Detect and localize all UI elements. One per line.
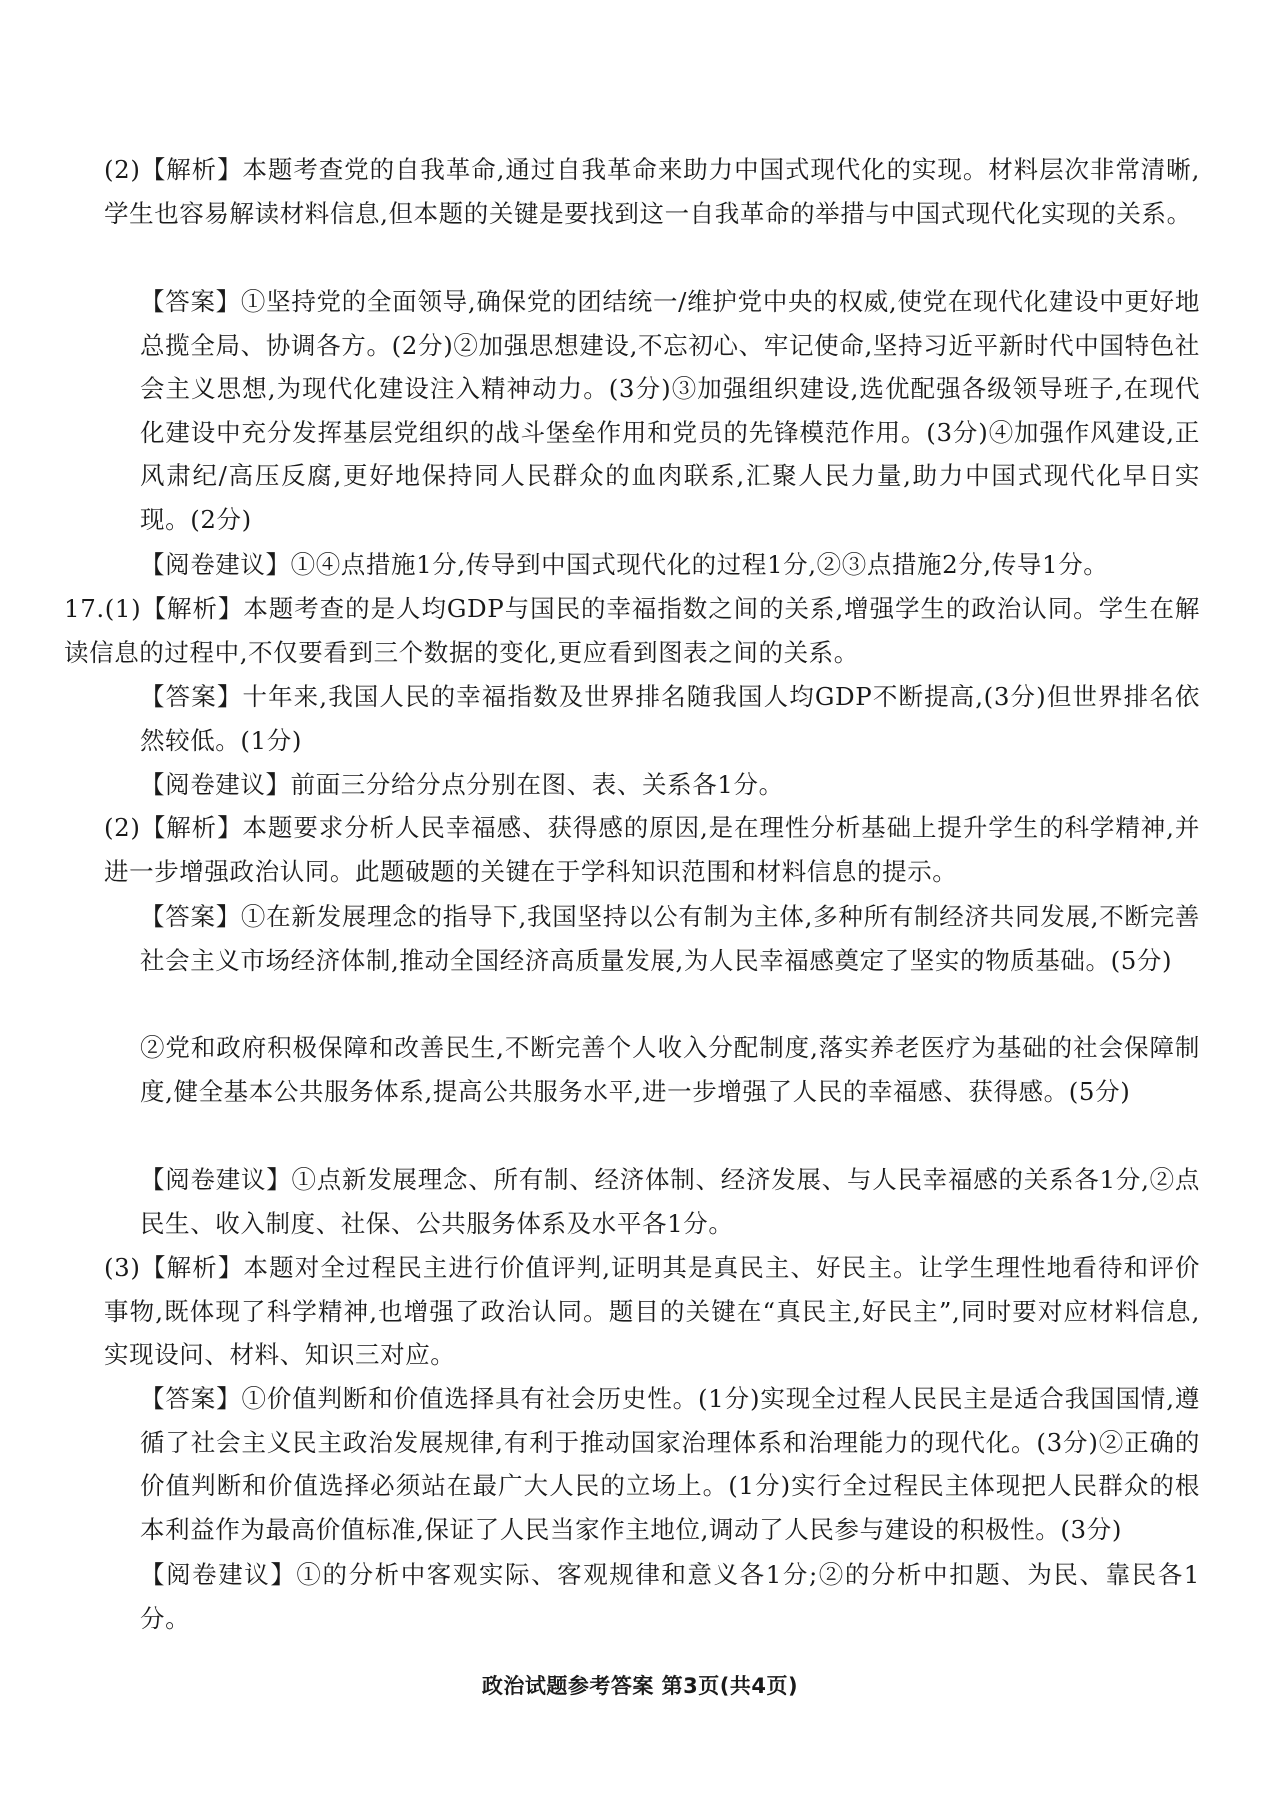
q17-2-analysis: (2)【解析】本题要求分析人民幸福感、获得感的原因,是在理性分析基础上提升学生的科学精神,并进一步增强政治认同。此题破题的关键在于学科知识范围和材料信息的提示。 xyxy=(104,813,1200,886)
q17-3-analysis: (3)【解析】本题对全过程民主进行价值评判,证明其是真民主、好民主。让学生理性地看待和评价事物,既体现了科学精神,也增强了政治认同。题目的关键在“真民主,好民主”,同时要对应材料信息,实现设问、材料、知识三对应。 xyxy=(104,1253,1200,1369)
q16-2-analysis: (2)【解析】本题考查党的自我革命,通过自我革命来助力中国式现代化的实现。材料层次非常清晰,学生也容易解读材料信息,但本题的关键是要找到这一自我革命的举措与中国式现代化实现的关系。 xyxy=(104,155,1200,228)
q17-3-answer: 【答案】①价值判断和价值选择具有社会历史性。(1分)实现全过程人民民主是适合我国国情,遵循了社会主义民主政治发展规律,有利于推动国家治理体系和治理能力的现代化。(3分)②正确的价值判断和价值选择必须站在最广大人民的立场上。(1分)实行全过程民主体现把人民群众的根本利益作为最高价值标准,保证了人民当家作主地位,调动了人民参与建设的积极性。(3分) xyxy=(140,1384,1200,1544)
q17-1-analysis: 17.(1)【解析】本题考查的是人均GDP与国民的幸福指数之间的关系,增强学生的政治认同。学生在解读信息的过程中,不仅要看到三个数据的变化,更应看到图表之间的关系。 xyxy=(64,594,1200,667)
q16-2-grading-advice: 【阅卷建议】①④点措施1分,传导到中国式现代化的过程1分,②③点措施2分,传导1分。 xyxy=(140,550,1109,579)
page-footer: 政治试题参考答案 第3页(共4页) xyxy=(481,1674,799,1698)
q17-2-answer-point-1: 【答案】①在新发展理念的指导下,我国坚持以公有制为主体,多种所有制经济共同发展,不断完善社会主义市场经济体制,推动全国经济高质量发展,为人民幸福感奠定了坚实的物质基础。(5分) xyxy=(140,902,1200,975)
q17-3-grading-advice: 【阅卷建议】①的分析中客观实际、客观规律和意义各1分;②的分析中扣题、为民、靠民各1分。 xyxy=(140,1560,1200,1633)
q16-2-answer: 【答案】①坚持党的全面领导,确保党的团结统一/维护党中央的权威,使党在现代化建设中更好地总揽全局、协调各方。(2分)②加强思想建设,不忘初心、牢记使命,坚持习近平新时代中国特色社会主义思想,为现代化建设注入精神动力。(3分)③加强组织建设,选优配强各级领导班子,在现代化建设中充分发挥基层党组织的战斗堡垒作用和党员的先锋模范作用。(3分)④加强作风建设,正风肃纪/高压反腐,更好地保持同人民群众的血肉联系,汇聚人民力量,助力中国式现代化早日实现。(2分) xyxy=(140,287,1200,534)
q17-1-answer: 【答案】十年来,我国人民的幸福指数及世界排名随我国人均GDP不断提高,(3分)但世界排名依然较低。(1分) xyxy=(140,682,1200,755)
q17-2-grading-advice: 【阅卷建议】①点新发展理念、所有制、经济体制、经济发展、与人民幸福感的关系各1分,②点民生、收入制度、社保、公共服务体系及水平各1分。 xyxy=(140,1165,1200,1238)
q17-1-grading-advice: 【阅卷建议】前面三分给分点分别在图、表、关系各1分。 xyxy=(140,770,784,799)
q17-2-answer-point-2: ②党和政府积极保障和改善民生,不断完善个人收入分配制度,落实养老医疗为基础的社会保障制度,健全基本公共服务体系,提高公共服务水平,进一步增强了人民的幸福感、获得感。(5分) xyxy=(140,1033,1200,1106)
